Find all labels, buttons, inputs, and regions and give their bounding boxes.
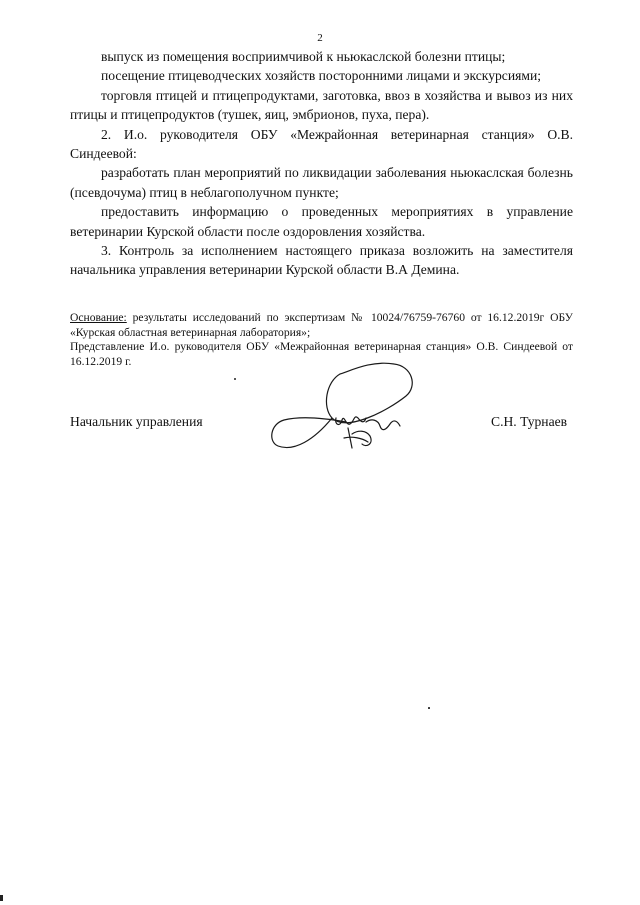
paragraph: выпуск из помещения восприимчивой к ньюкаслской болезни птицы; bbox=[101, 49, 506, 64]
order-body bbox=[70, 47, 573, 280]
handwritten-signature bbox=[266, 352, 416, 472]
signer-position: Начальник управления bbox=[70, 414, 203, 429]
basis-representation: Представление И.о. руководителя ОБУ «Межрайонная ветеринарная станция» О.В. Синдеевой от 16.12.2019 г. bbox=[70, 340, 573, 368]
paragraph: предоставить информацию о проведенных мероприятиях в управление ветеринарии Курской области после оздоровления хозяйства. bbox=[70, 204, 573, 239]
scan-speck bbox=[0, 895, 3, 901]
paragraph: 3. Контроль за исполнением настоящего приказа возложить на заместителя начальника управления ветеринарии Курской области В.А Демина. bbox=[70, 243, 573, 278]
page-number: 2 bbox=[317, 32, 323, 44]
paragraph: разработать план мероприятий по ликвидации заболевания ньюкаслская болезнь (псевдочума) птиц в неблагополучном пункте; bbox=[70, 165, 573, 200]
basis-line bbox=[70, 311, 573, 340]
paragraph: посещение птицеводческих хозяйств посторонними лицами и экскурсиями; bbox=[101, 68, 542, 84]
paragraph: 2. И.о. руководителя ОБУ «Межрайонная ветеринарная станция» О.В. Синдеевой: bbox=[70, 126, 573, 162]
basis-text: результаты исследований по экспертизам № 10024/76759-76760 от 16.12.2019г ОБУ «Курская областная ветеринарная лаборатория»; bbox=[70, 311, 573, 339]
basis-label: Основание: bbox=[70, 311, 127, 324]
signer-name: С.Н. Турнаев bbox=[491, 414, 568, 429]
scan-speck bbox=[428, 707, 430, 709]
paragraph: торговля птицей и птицепродуктами, заготовка, ввоз в хозяйства и вывоз из них птицы и птицепродуктов (тушек, яиц, эмбрионов, пуха, пера). bbox=[70, 87, 573, 123]
scan-speck bbox=[234, 378, 236, 380]
